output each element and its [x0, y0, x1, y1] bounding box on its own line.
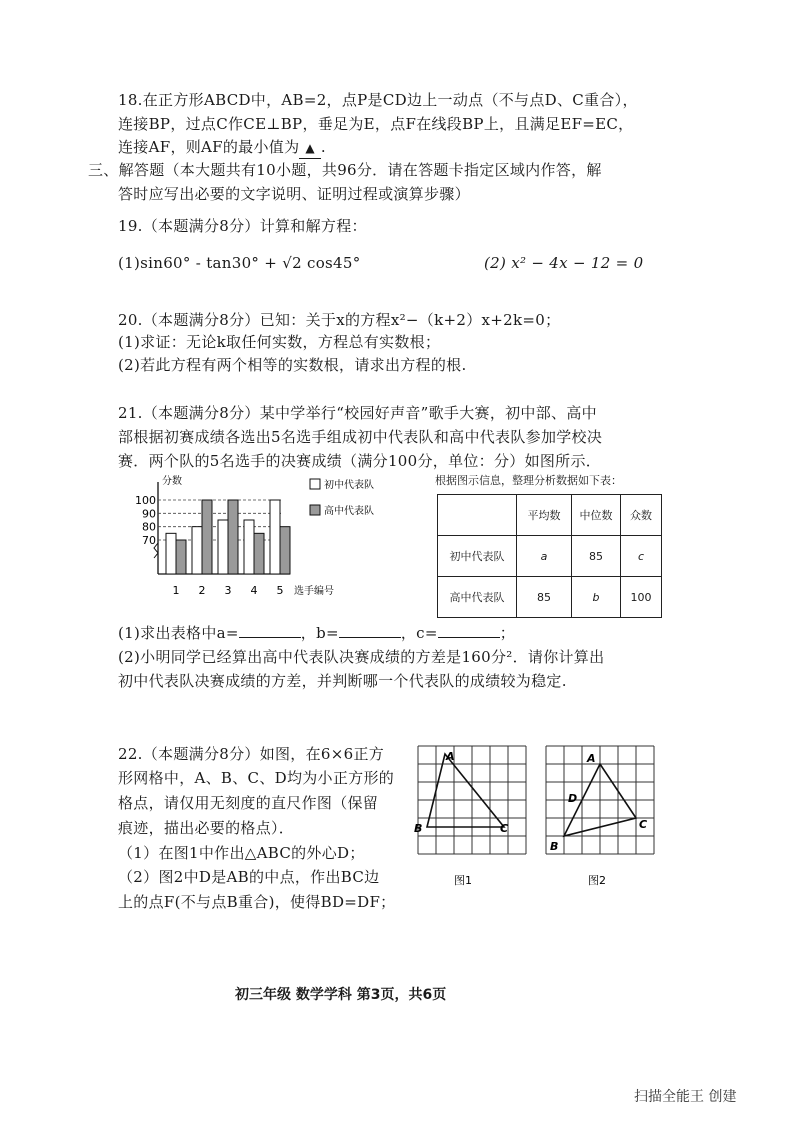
table-row	[438, 577, 662, 618]
q21-part-1-c: ，c=	[400, 624, 438, 642]
point-label-c: C	[639, 818, 648, 831]
legend-swatch	[310, 505, 320, 515]
q18-line-3-end: .	[320, 138, 326, 156]
q21-part-1-b: ，b=	[300, 624, 339, 642]
point-label-a: A	[587, 752, 596, 765]
table-cell: b	[572, 577, 621, 618]
bar-senior	[228, 500, 238, 574]
q21-line-3: 赛．两个队的5名选手的决赛成绩（满分100分，单位：分）如图所示．	[118, 452, 602, 470]
point-label-d: D	[568, 792, 578, 805]
legend-label: 初中代表队	[324, 480, 374, 491]
bar-senior	[254, 533, 264, 574]
answer-blank	[239, 623, 301, 638]
x-tick-label: 4	[250, 584, 258, 597]
q20-title: 20.（本题满分8分）已知：关于x的方程x²−（k+2）x+2k=0；	[118, 311, 561, 329]
q19-part-1: (1)sin60° - tan30° + √2 cos45°	[118, 254, 361, 272]
scanner-watermark: 扫描全能王 创建	[634, 1089, 737, 1105]
y-tick-label: 80	[142, 520, 156, 534]
bar-junior	[218, 520, 228, 574]
table-cell: 初中代表队	[438, 536, 517, 577]
q21-part-1	[118, 623, 515, 643]
q19-title: 19.（本题满分8分）计算和解方程：	[118, 217, 367, 235]
y-axis-label: 分数	[162, 476, 182, 487]
x-axis-label: 选手编号	[294, 586, 334, 597]
answer-blank	[339, 623, 401, 638]
table-header-cell: 众数	[621, 495, 662, 536]
legend-label: 高中代表队	[324, 506, 374, 517]
bar-junior	[270, 500, 280, 574]
table-row	[438, 536, 662, 577]
q18-line-3-text: 连接AF，则AF的最小值为	[118, 138, 300, 156]
triangle-abc	[427, 754, 504, 827]
page-footer: 初三年级 数学学科 第3页，共6页	[235, 987, 447, 1003]
q18-line-3	[118, 137, 326, 159]
q22-figure-1	[408, 740, 532, 890]
table-cell: c	[621, 536, 662, 577]
q22-part-2-line-2: 上的点F(不与点B重合)，使得BD=DF；	[118, 893, 396, 911]
q21-line-1: 21.（本题满分8分）某中学举行“校园好声音”歌手大赛，初中部、高中	[118, 404, 597, 422]
bar-junior	[192, 527, 202, 574]
q22-line-2: 形网格中，A、B、C、D均为小正方形的	[118, 769, 395, 787]
y-tick-label: 100	[135, 494, 156, 507]
table-header-row	[438, 495, 662, 536]
x-tick-label: 2	[198, 584, 206, 597]
table-cell: 100	[621, 577, 662, 618]
x-tick-label: 1	[172, 584, 180, 597]
bar-junior	[166, 533, 176, 574]
section-3-heading-line-2: 答时应写出必要的文字说明、证明过程或演算步骤）	[118, 185, 470, 203]
table-cell: 85	[572, 536, 621, 577]
answer-triangle-icon: ▲	[299, 138, 321, 159]
x-tick-label: 5	[276, 584, 284, 597]
bar-junior	[244, 520, 254, 574]
legend-swatch	[310, 479, 320, 489]
y-tick-label: 70	[142, 534, 156, 547]
q22-part-1: （1）在图1中作出△ABC的外心D；	[118, 844, 365, 862]
section-3-heading-line-1: 三、解答题（本大题共有10小题，共96分．请在答题卡指定区域内作答，解	[88, 161, 602, 179]
table-cell: 高中代表队	[438, 577, 517, 618]
q21-part-2-line-1: (2)小明同学已经算出高中代表队决赛成绩的方差是160分²．请你计算出	[118, 648, 605, 666]
q21-stats-table	[437, 494, 662, 618]
x-tick-label: 3	[224, 584, 232, 597]
table-header-cell: 中位数	[572, 495, 621, 536]
point-label-b: B	[414, 822, 423, 835]
point-label-b: B	[550, 840, 559, 853]
q18-line-1: 18.在正方形ABCD中，AB=2，点P是CD边上一动点（不与点D、C重合），	[118, 91, 638, 109]
q21-line-2: 部根据初赛成绩各选出5名选手组成初中代表队和高中代表队参加学校决	[118, 428, 603, 446]
q21-table-caption: 根据图示信息，整理分析数据如下表：	[435, 474, 622, 487]
q21-bar-chart	[130, 474, 430, 610]
q20-part-2: (2)若此方程有两个相等的实数根，请求出方程的根.	[118, 356, 467, 374]
q21-part-2-line-2: 初中代表队决赛成绩的方差，并判断哪一个代表队的成绩较为稳定.	[118, 672, 567, 690]
figure-2-caption: 图2	[588, 874, 606, 887]
table-header-cell	[438, 495, 517, 536]
q21-part-1-end: ；	[499, 624, 516, 642]
q22-figure-2	[540, 740, 664, 890]
q18-line-2: 连接BP，过点C作CE⊥BP，垂足为E，点F在线段BP上，且满足EF=EC，	[118, 115, 634, 133]
q22-line-1: 22.（本题满分8分）如图，在6×6正方	[118, 745, 385, 763]
q22-part-2-line-1: （2）图2中D是AB的中点，作出BC边	[118, 868, 380, 886]
q20-part-1: (1)求证：无论k取任何实数，方程总有实数根；	[118, 333, 441, 351]
table-header-cell: 平均数	[517, 495, 572, 536]
point-label-a: A	[446, 750, 455, 763]
bar-senior	[202, 500, 212, 574]
answer-blank	[438, 623, 500, 638]
q21-part-1-a: (1)求出表格中a=	[118, 624, 239, 642]
q19-part-2: (2) x² − 4x − 12 = 0	[484, 254, 644, 272]
table-cell: a	[517, 536, 572, 577]
table-cell: 85	[517, 577, 572, 618]
q22-line-3: 格点，请仅用无刻度的直尺作图（保留	[118, 794, 379, 812]
point-label-c: C	[500, 822, 509, 835]
figure-1-caption: 图1	[454, 874, 472, 887]
q22-line-4: 痕迹，描出必要的格点）．	[118, 819, 295, 837]
bar-senior	[176, 540, 186, 574]
bar-senior	[280, 527, 290, 574]
y-tick-label: 90	[142, 507, 156, 521]
